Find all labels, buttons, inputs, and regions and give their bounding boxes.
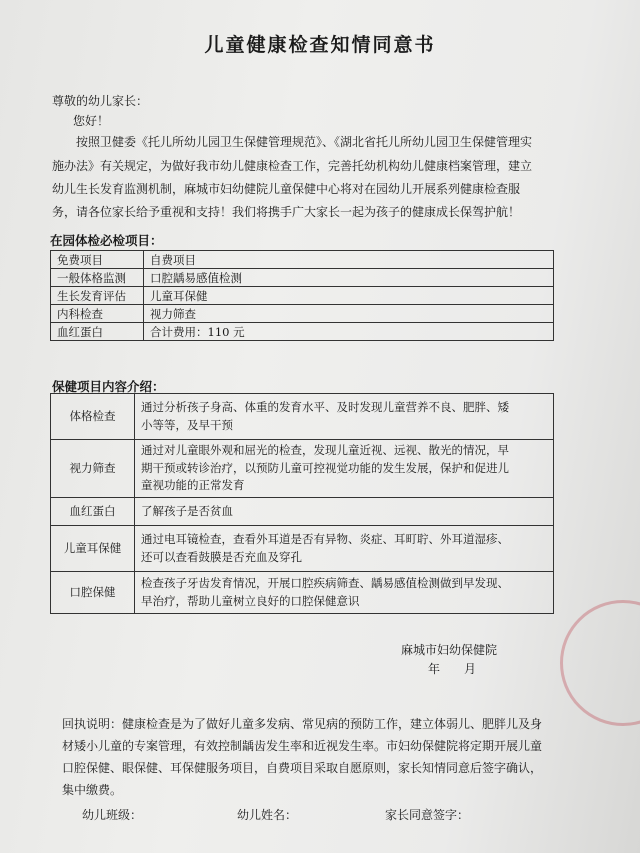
- table-row: [51, 394, 554, 440]
- care-section-title: 保健项目内容介绍：: [52, 379, 165, 394]
- care-item-name: 血红蛋白: [51, 498, 135, 526]
- desc-line: 童视功能的正常发育: [141, 478, 245, 493]
- care-item-desc: [135, 440, 554, 498]
- official-seal: [560, 600, 640, 726]
- issuer-date: 年 月: [428, 662, 477, 676]
- child-name-label: 幼儿姓名：: [237, 808, 298, 822]
- intro-line-2: 施办法》有关规定，为做好我市幼儿健康检查工作，完善托幼机构幼儿健康档案管理，建立: [52, 159, 533, 173]
- desc-line: 小等等，及早干预: [141, 417, 233, 432]
- exam-cell-left: 一般体格监测: [51, 269, 144, 287]
- table-row: [51, 498, 554, 526]
- exam-cell-left: 生长发育评估: [51, 287, 144, 305]
- exam-cell-right: 自费项目: [144, 251, 554, 269]
- receipt-line-3: 口腔保健、眼保健、耳保健服务项目，自费项目采取自愿原则，家长知情同意后签字确认，: [62, 761, 543, 775]
- intro-line-1: 按照卫健委《托儿所幼儿园卫生保健管理规范》、《湖北省托儿所幼儿园卫生保健管理实: [76, 135, 533, 149]
- care-item-desc: [135, 526, 554, 572]
- table-row: [51, 323, 554, 341]
- salutation: 尊敬的幼儿家长：: [52, 94, 149, 108]
- care-item-desc: [135, 498, 554, 526]
- table-row: [51, 526, 554, 572]
- exam-cell-right: 合计费用：110 元: [144, 323, 554, 341]
- exam-cell-left: 免费项目: [51, 251, 144, 269]
- desc-line: 早治疗，帮助儿童树立良好的口腔保健意识: [141, 593, 360, 608]
- table-row: [51, 269, 554, 287]
- care-item-name: 体格检查: [51, 394, 135, 440]
- care-item-desc: [135, 572, 554, 614]
- care-item-name: 儿童耳保健: [51, 526, 135, 572]
- desc-line: 了解孩子是否贫血: [141, 503, 233, 518]
- desc-line: 通过对儿童眼外观和屈光的检查，发现儿童近视、远视、散光的情况，早: [141, 443, 509, 458]
- care-item-name: 视力筛查: [51, 440, 135, 498]
- exam-section-title: 在园体检必检项目：: [50, 233, 163, 248]
- intro-line-3: 幼儿生长发育监测机制，麻城市妇幼健院儿童保健中心将对在园幼儿开展系列健康检查服: [52, 182, 521, 196]
- receipt-line-4: 集中缴费。: [62, 783, 123, 797]
- table-row: [51, 440, 554, 498]
- greeting: 您好！: [73, 114, 110, 128]
- desc-line: 通过电耳镜检查，查看外耳道是否有异物、炎症、耳町聍、外耳道湿疹、: [141, 532, 509, 546]
- class-label: 幼儿班级：: [82, 808, 143, 822]
- care-table: [50, 393, 554, 614]
- receipt-line-1: 回执说明：健康检查是为了做好儿童多发病、常见病的预防工作，建立体弱儿、肥胖儿及身: [62, 717, 543, 731]
- parent-signature-label: 家长同意签字：: [385, 808, 470, 822]
- desc-line: 通过分析孩子身高、体重的发育水平、及时发现儿童营养不良、肥胖、矮: [141, 400, 509, 414]
- table-row: [51, 305, 554, 323]
- table-row: [51, 287, 554, 305]
- desc-line: 期干预或转诊治疗，以预防儿童可控视觉功能的发生发展，保护和促进儿: [141, 460, 509, 475]
- exam-cell-right: 儿童耳保健: [144, 287, 554, 305]
- exam-table: [50, 250, 554, 341]
- exam-cell-right: 视力筛查: [144, 305, 554, 323]
- intro-line-4: 务，请各位家长给予重视和支持！我们将携手广大家长一起为孩子的健康成长保驾护航！: [52, 205, 521, 219]
- desc-line: 检查孩子牙齿发育情况，开展口腔疾病筛查、龋易感值检测做到早发现、: [141, 576, 509, 590]
- care-item-desc: [135, 394, 554, 440]
- desc-line: 还可以查看鼓膜是否充血及穿孔: [141, 549, 302, 564]
- table-row: [51, 572, 554, 614]
- table-row: [51, 251, 554, 269]
- receipt-line-2: 材矮小儿童的专案管理，有效控制龋齿发生率和近视发生率。市妇幼保健院将定期开展儿童: [62, 739, 543, 753]
- exam-cell-left: 血红蛋白: [51, 323, 144, 341]
- exam-cell-left: 内科检查: [51, 305, 144, 323]
- page-title: 儿童健康检查知情同意书: [204, 34, 436, 56]
- care-item-name: 口腔保健: [51, 572, 135, 614]
- issuer-org: 麻城市妇幼保健院: [401, 643, 498, 657]
- exam-cell-right: 口腔龋易感值检测: [144, 269, 554, 287]
